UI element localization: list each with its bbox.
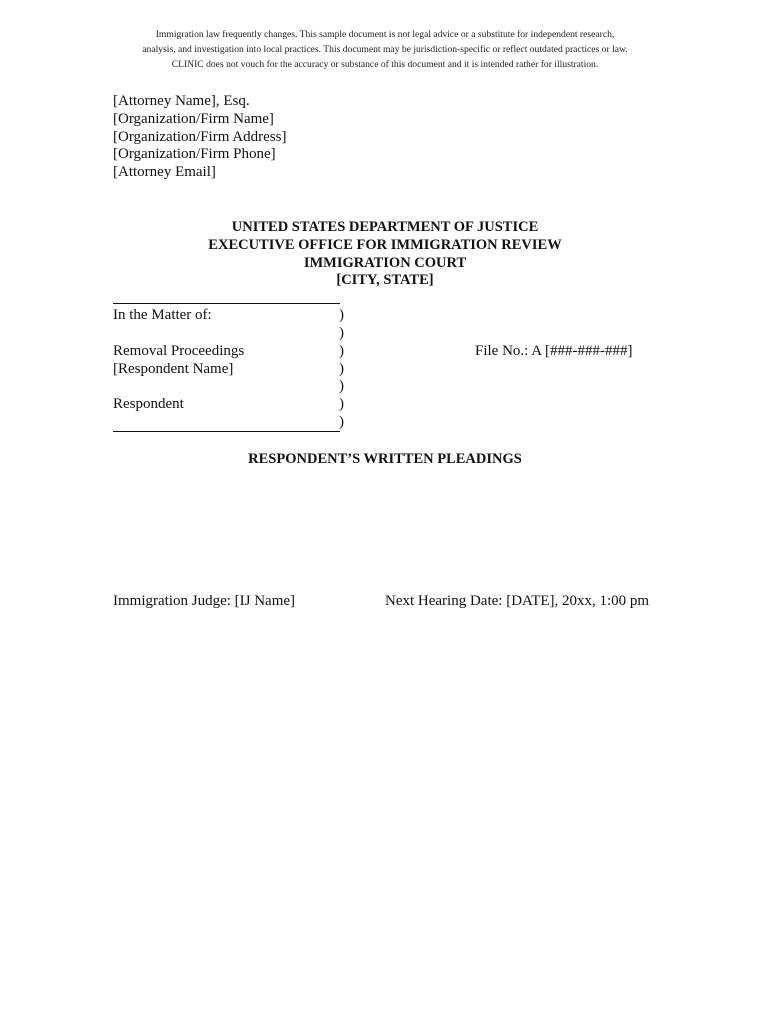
firm-name: [Organization/Firm Name] [113, 110, 274, 127]
caption-paren: ) [339, 378, 344, 394]
court-heading-line-1: UNITED STATES DEPARTMENT OF JUSTICE [231, 219, 539, 235]
file-number: File No.: A [###-###-###] [475, 343, 633, 359]
firm-address: [Organization/Firm Address] [113, 128, 287, 145]
caption-paren: ) [339, 361, 344, 377]
firm-phone: [Organization/Firm Phone] [113, 146, 276, 163]
court-heading [85, 219, 685, 290]
proceedings-type: Removal Proceedings [113, 343, 245, 359]
next-hearing-date: Next Hearing Date: [DATE], 20xx, 1:00 pm [385, 593, 650, 609]
respondent-label: Respondent [113, 396, 184, 412]
caption-top-rule [113, 303, 340, 304]
disclaimer-line-1: Immigration law frequently changes. This sample document is not legal advice or a substitute for independent research, [155, 29, 615, 40]
immigration-judge: Immigration Judge: [IJ Name] [113, 593, 296, 609]
in-the-matter-label: In the Matter of: [113, 307, 212, 323]
court-heading-line-3: IMMIGRATION COURT [303, 254, 467, 271]
attorney-email: [Attorney Email] [113, 164, 216, 181]
court-heading-line-4: [CITY, STATE] [336, 272, 434, 289]
caption-bottom-rule [113, 431, 340, 432]
disclaimer-line-3: CLINIC does not vouch for the accuracy or substance of this document and it is intended rather for illustration. [171, 59, 599, 70]
caption-paren: ) [339, 307, 344, 323]
attorney-name: [Attorney Name], Esq. [113, 93, 250, 109]
attorney-block [113, 93, 286, 182]
disclaimer [100, 27, 670, 72]
document-title: RESPONDENT’S WRITTEN PLEADINGS [248, 451, 522, 467]
respondent-name: [Respondent Name] [113, 361, 234, 377]
caption-paren: ) [339, 396, 344, 412]
disclaimer-line-2: analysis, and investigation into local practices. This document may be jurisdiction-specific or reflect outdated practices or law. [142, 44, 628, 55]
court-heading-line-2: EXECUTIVE OFFICE FOR IMMIGRATION REVIEW [208, 236, 562, 253]
caption-paren: ) [339, 343, 344, 359]
caption-paren: ) [339, 325, 344, 341]
caption-paren: ) [339, 414, 344, 430]
